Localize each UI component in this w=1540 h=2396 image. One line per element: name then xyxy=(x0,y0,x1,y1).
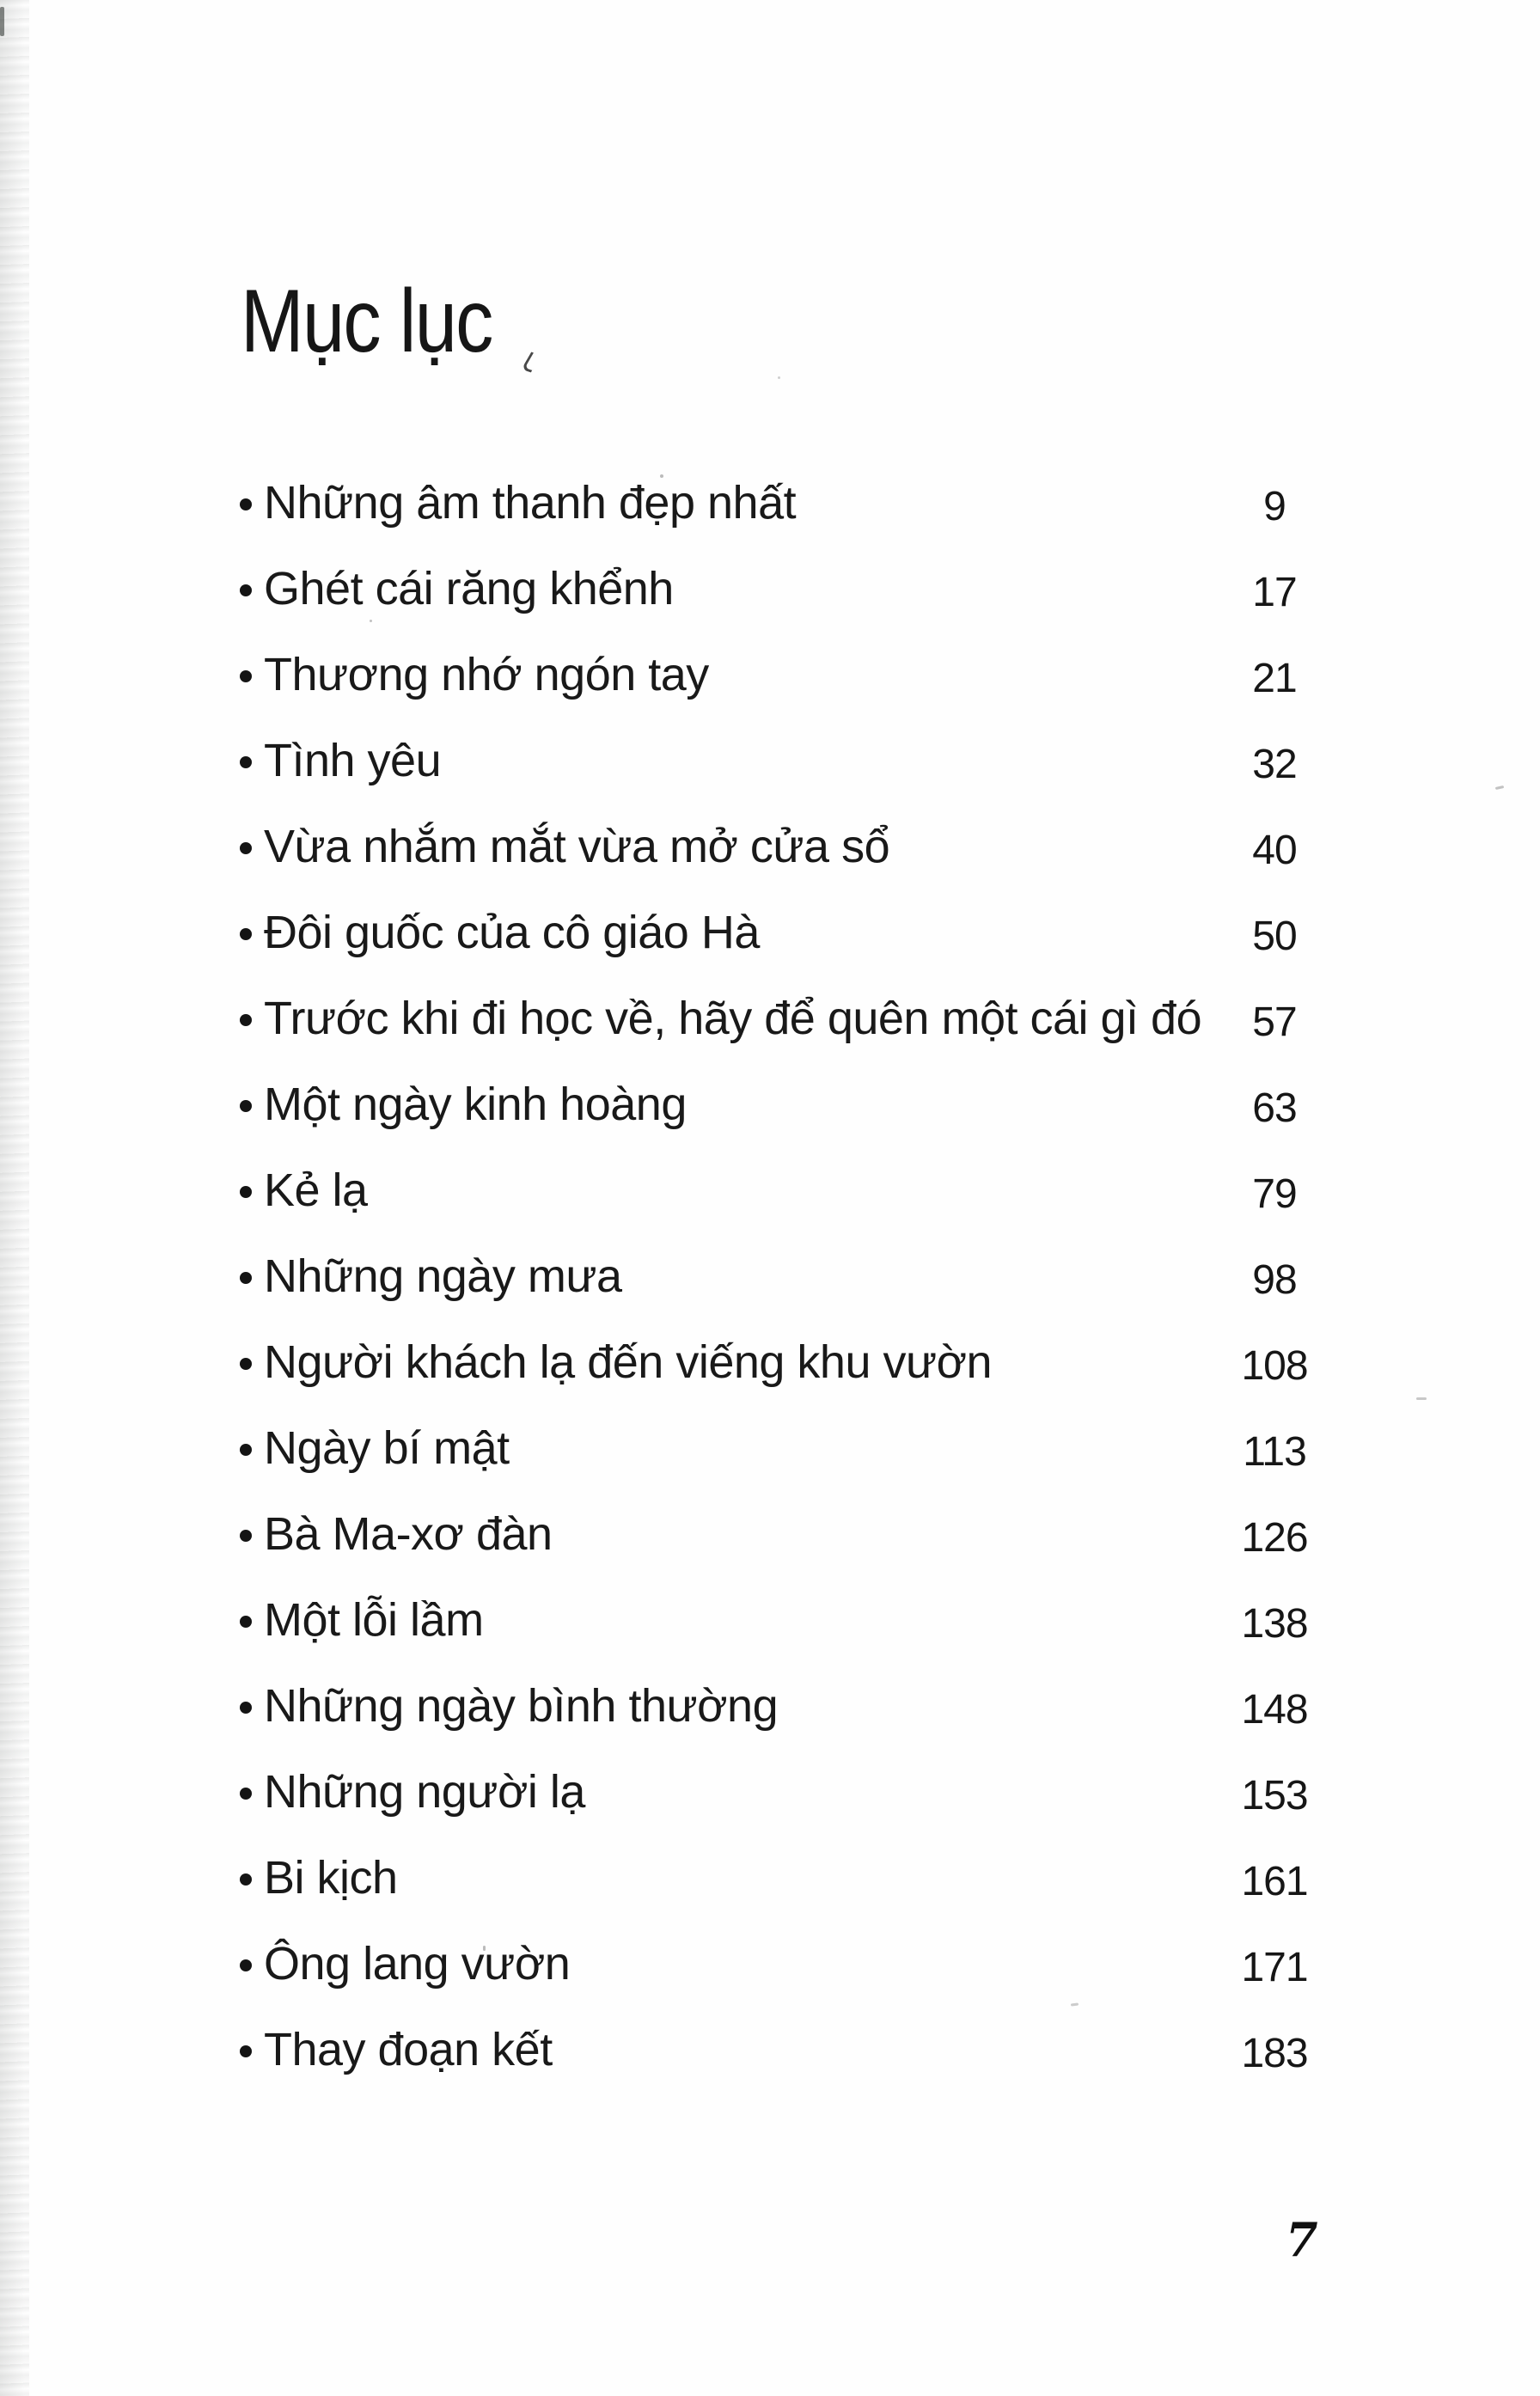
bullet-icon xyxy=(240,1444,252,1456)
toc-entry xyxy=(0,1491,1540,1577)
toc-entry-title: Kẻ lạ xyxy=(264,1164,368,1216)
toc-entry-title: Những âm thanh đẹp nhất xyxy=(264,477,797,529)
toc-entry-title: Tình yêu xyxy=(264,735,442,786)
toc-entry-page: 108 xyxy=(1241,1343,1308,1389)
bullet-icon xyxy=(240,1873,252,1886)
bullet-icon xyxy=(240,1959,252,1971)
toc-entry-title: Những ngày mưa xyxy=(264,1250,622,1302)
toc-entry-title: Ngày bí mật xyxy=(264,1422,510,1474)
toc-entry xyxy=(0,632,1540,718)
toc-entry xyxy=(0,460,1540,546)
bullet-icon xyxy=(240,1272,252,1284)
bullet-icon xyxy=(240,1530,252,1542)
bullet-icon xyxy=(240,1100,252,1112)
toc-entry-page: 63 xyxy=(1252,1085,1297,1131)
toc-entry-page: 138 xyxy=(1241,1601,1308,1647)
page-title: Mục lục xyxy=(241,271,492,371)
toc-entry xyxy=(0,718,1540,804)
scan-speck xyxy=(778,376,780,379)
bullet-icon xyxy=(240,1616,252,1628)
toc-entry-page: 79 xyxy=(1252,1171,1297,1217)
folio-page-number: 7 xyxy=(1286,2212,1318,2267)
toc-entry-title: Đôi guốc của cô giáo Hà xyxy=(264,907,760,958)
bullet-icon xyxy=(240,1186,252,1198)
toc-entry-title: Người khách lạ đến viếng khu vườn xyxy=(264,1336,993,1388)
toc-entry-title: Những người lạ xyxy=(264,1766,585,1818)
toc-entry xyxy=(0,889,1540,975)
toc-entry xyxy=(0,1921,1540,2007)
toc-entry-title: Một lỗi lầm xyxy=(264,1594,484,1646)
scan-speck xyxy=(521,351,541,372)
toc-entry-title: Bà Ma-xơ đàn xyxy=(264,1508,553,1560)
toc-entry xyxy=(0,1233,1540,1319)
bullet-icon xyxy=(240,1358,252,1370)
toc-entry-page: 148 xyxy=(1241,1687,1308,1733)
bullet-icon xyxy=(240,928,252,940)
toc-entry-page: 113 xyxy=(1243,1429,1306,1475)
toc-entry-title: Những ngày bình thường xyxy=(264,1680,779,1732)
toc-entry xyxy=(0,1405,1540,1491)
toc-entry-page: 183 xyxy=(1241,2031,1308,2076)
toc-entry xyxy=(0,546,1540,632)
toc-entry-page: 161 xyxy=(1241,1859,1308,1904)
toc-entry-page: 17 xyxy=(1252,570,1297,615)
bullet-icon xyxy=(240,756,252,768)
toc-entry xyxy=(0,1835,1540,1921)
toc-entry xyxy=(0,1577,1540,1663)
toc-entry-page: 171 xyxy=(1241,1945,1308,1990)
toc-entry xyxy=(0,2007,1540,2093)
toc-entry xyxy=(0,975,1540,1061)
bullet-icon xyxy=(240,842,252,854)
bullet-icon xyxy=(240,584,252,596)
toc-entry-page: 57 xyxy=(1252,999,1297,1045)
toc-entry-page: 21 xyxy=(1252,656,1297,701)
bullet-icon xyxy=(240,670,252,682)
toc-entry xyxy=(0,1147,1540,1233)
toc-entry-page: 40 xyxy=(1252,828,1297,873)
bullet-icon xyxy=(240,2045,252,2057)
toc-entry xyxy=(0,1749,1540,1835)
toc-entry xyxy=(0,1663,1540,1749)
toc-entry-title: Ghét cái răng khểnh xyxy=(264,563,674,614)
toc-entry-page: 50 xyxy=(1252,914,1297,959)
bullet-icon xyxy=(240,1014,252,1026)
toc-entry-title: Vừa nhắm mắt vừa mở cửa sổ xyxy=(264,821,890,872)
toc-entry-title: Một ngày kinh hoàng xyxy=(264,1079,687,1130)
toc-entry-title: Thương nhớ ngón tay xyxy=(264,649,709,700)
toc-entry-page: 98 xyxy=(1252,1257,1297,1303)
toc-entry-page: 32 xyxy=(1252,742,1297,787)
toc-entry-page: 9 xyxy=(1263,484,1286,529)
bullet-icon xyxy=(240,498,252,510)
toc-entry-title: Ông lang vườn xyxy=(264,1938,571,1990)
toc-entry-page: 153 xyxy=(1241,1773,1308,1818)
toc-entry-title: Bi kịch xyxy=(264,1852,398,1904)
toc-entry xyxy=(0,1319,1540,1405)
toc-entry-title: Trước khi đi học về, hãy để quên một cái gì đó xyxy=(264,993,1202,1044)
scan-edge-mark xyxy=(0,7,4,36)
bullet-icon xyxy=(240,1702,252,1714)
toc-entry-page: 126 xyxy=(1241,1515,1308,1561)
toc-entry-title: Thay đoạn kết xyxy=(264,2024,553,2075)
bullet-icon xyxy=(240,1788,252,1800)
toc-list xyxy=(0,460,1540,2093)
toc-entry xyxy=(0,804,1540,889)
toc-entry xyxy=(0,1061,1540,1147)
